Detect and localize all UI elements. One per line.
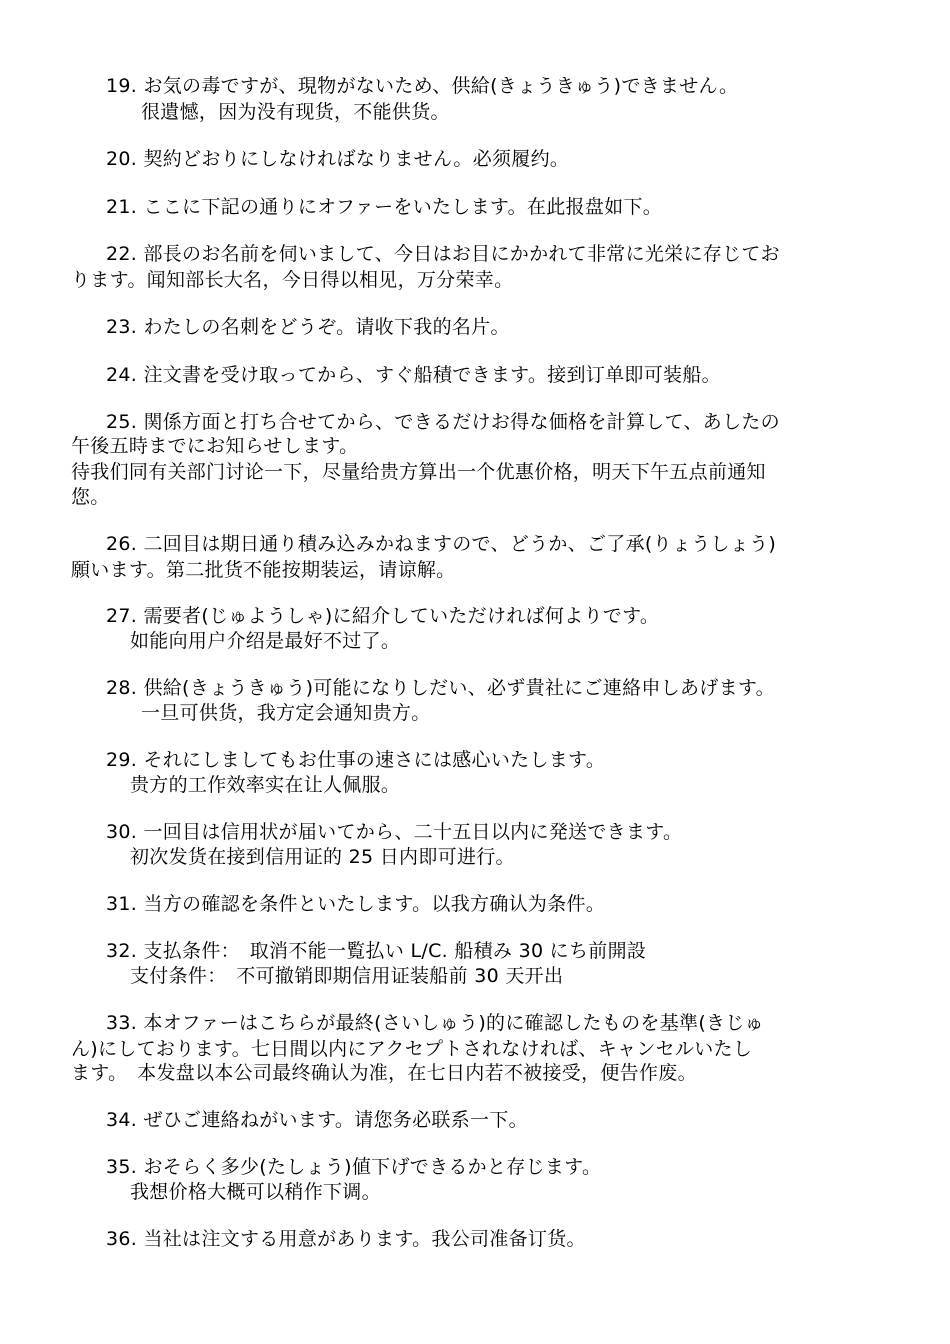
item-23-line-1: 23. わたしの名刺をどうぞ。请收下我的名片。 xyxy=(106,316,510,338)
item-36-line-1: 36. 当社は注文する用意があります。我公司准备订货。 xyxy=(106,1228,586,1250)
item-34-line-1: 34. ぜひご連絡ねがいます。请您务必联系一下。 xyxy=(106,1109,528,1131)
item-32-line-1: 32. 支払条件： 取消不能一覧払い L/C. 船積み 30 にち前開設 xyxy=(106,940,647,962)
item-19-line-1: 19. お気の毒ですが、現物がないため、供給(きょうきゅう)できません。 xyxy=(106,75,739,97)
item-20-line-1: 20. 契約どおりにしなければなりません。必须履约。 xyxy=(106,148,570,170)
item-29-line-1: 29. それにしましてもお仕事の速さには感心いたします。 xyxy=(106,749,606,771)
item-35-line-1: 35. おそらく多少(たしょう)値下げできるかと存じます。 xyxy=(106,1156,602,1178)
item-21-line-1: 21. ここに下記の通りにオファーをいたします。在此报盘如下。 xyxy=(106,196,663,218)
item-33-line-2: ん)にしております。七日間以内にアクセプトされなければ、キャンセルいたし xyxy=(71,1038,753,1060)
item-29-line-2: 贵方的工作效率实在让人佩服。 xyxy=(130,774,401,796)
item-28-line-2: 一旦可供货，我方定会通知贵方。 xyxy=(141,702,431,724)
item-25-line-4: 您。 xyxy=(71,486,110,508)
item-24-line-1: 24. 注文書を受け取ってから、すぐ船積できます。接到订单即可装船。 xyxy=(106,364,721,386)
item-35-line-2: 我想价格大概可以稍作下调。 xyxy=(130,1181,381,1203)
item-25-line-1: 25. 関係方面と打ち合せてから、できるだけお得な価格を計算して、あしたの xyxy=(106,411,780,433)
item-25-line-3: 待我们同有关部门讨论一下，尽量给贵方算出一个优惠价格，明天下午五点前通知 xyxy=(71,461,766,483)
item-27-line-2: 如能向用户介绍是最好不过了。 xyxy=(130,630,401,652)
item-25-line-2: 午後五時までにお知らせします。 xyxy=(71,435,359,457)
item-32-line-2: 支付条件： 不可撤销即期信用证装船前 30 天开出 xyxy=(130,965,564,987)
item-33-line-3: ます。 本发盘以本公司最终确认为准，在七日内若不被接受，便告作废。 xyxy=(71,1062,697,1084)
item-22-line-2: ります。闻知部长大名，今日得以相见，万分荣幸。 xyxy=(71,269,514,291)
item-28-line-1: 28. 供給(きょうきゅう)可能になりしだい、必ず貴社にご連絡申しあげます。 xyxy=(106,677,775,699)
item-26-line-2: 願います。第二批货不能按期装运，请谅解。 xyxy=(71,559,456,581)
item-30-line-2: 初次发货在接到信用证的 25 日内即可进行。 xyxy=(130,846,515,868)
item-27-line-1: 27. 需要者(じゅようしゃ)に紹介していただければ何よりです。 xyxy=(106,605,660,627)
item-31-line-1: 31. 当方の確認を条件といたします。以我方确认为条件。 xyxy=(106,893,606,915)
item-22-line-1: 22. 部長のお名前を伺いまして、今日はお目にかかれて非常に光栄に存じてお xyxy=(106,243,780,265)
item-33-line-1: 33. 本オファーはこちらが最終(さいしゅう)的に確認したものを基準(きじゅ xyxy=(106,1012,764,1034)
item-19-line-2: 很遺憾，因为没有现货，不能供货。 xyxy=(141,101,450,123)
item-26-line-1: 26. 二回目は期日通り積み込みかねますので、どうか、ご了承(りょうしょう) xyxy=(106,533,777,555)
item-30-line-1: 30. 一回目は信用状が届いてから、二十五日以内に発送できます。 xyxy=(106,821,683,843)
